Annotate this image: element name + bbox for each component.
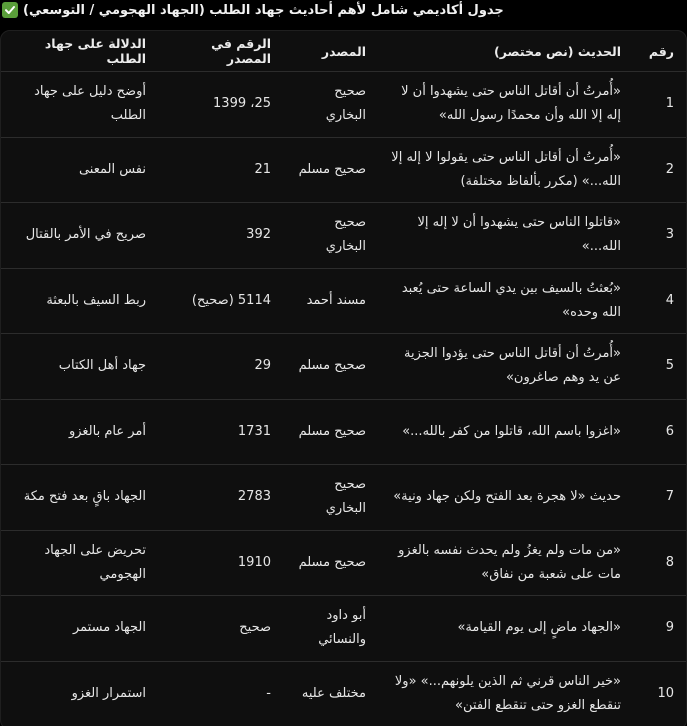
row-hadith: «أُمرتُ أن أقاتل الناس حتى يقولوا لا إله إلا الله...» (مكرر بألفاظ مختلفة) xyxy=(376,137,631,203)
table-row xyxy=(1,399,687,465)
row-source: مسند أحمد xyxy=(281,268,376,334)
row-number: 2783 xyxy=(156,465,281,531)
row-meaning: الجهاد مستمر xyxy=(1,596,156,662)
table-row xyxy=(1,203,687,269)
row-source: صحيح مسلم xyxy=(281,399,376,465)
table-row xyxy=(1,268,687,334)
header-number: الرقم في المصدر xyxy=(156,31,281,72)
table-header-row xyxy=(1,31,687,72)
table-row xyxy=(1,72,687,138)
row-hadith: «بُعثتُ بالسيف بين يدي الساعة حتى يُعبد الله وحده» xyxy=(376,268,631,334)
header-hadith: الحديث (نص مختصر) xyxy=(376,31,631,72)
row-number: 21 xyxy=(156,137,281,203)
row-source: صحيح البخاري xyxy=(281,203,376,269)
row-source: مختلف عليه xyxy=(301,686,366,701)
table-row xyxy=(1,334,687,400)
row-num: 9 xyxy=(631,596,687,662)
row-number: 29 xyxy=(156,334,281,400)
row-num: 7 xyxy=(631,465,687,531)
table-row xyxy=(1,661,687,726)
row-meaning: استمرار الغزو xyxy=(71,686,146,701)
row-source: صحيح البخاري xyxy=(281,465,376,531)
page-title-bar xyxy=(0,0,687,24)
row-hadith: «الجهاد ماضٍ إلى يوم القيامة» xyxy=(376,596,631,662)
row-num: 5 xyxy=(631,334,687,400)
table-row xyxy=(1,137,687,203)
row-hadith: «من مات ولم يغزُ ولم يحدث نفسه بالغزو مات على شعبة من نفاق» xyxy=(376,530,631,596)
row-meaning: نفس المعنى xyxy=(1,137,156,203)
row-source: صحيح مسلم xyxy=(281,137,376,203)
check-mark-icon xyxy=(2,2,18,18)
table-row xyxy=(1,465,687,531)
row-number: - xyxy=(266,686,271,701)
row-num: 1 xyxy=(631,72,687,138)
row-num: 8 xyxy=(631,530,687,596)
row-number: 392 xyxy=(156,203,281,269)
row-hadith: «اغزوا باسم الله، قاتلوا من كفر بالله...» xyxy=(376,399,631,465)
row-hadith: «قاتلوا الناس حتى يشهدوا أن لا إله إلا الله...» xyxy=(376,203,631,269)
row-source: صحيح مسلم xyxy=(281,530,376,596)
row-num: 10 xyxy=(657,686,674,701)
row-number: 25، 1399 xyxy=(156,72,281,138)
table-row xyxy=(1,596,687,662)
header-source: المصدر xyxy=(281,31,376,72)
row-meaning: أمر عام بالغزو xyxy=(1,399,156,465)
row-num: 6 xyxy=(631,399,687,465)
row-meaning: صريح في الأمر بالقتال xyxy=(1,203,156,269)
row-meaning: جهاد أهل الكتاب xyxy=(1,334,156,400)
row-number: 5114 (صحيح) xyxy=(156,268,281,334)
hadith-table xyxy=(1,31,687,726)
row-num: 2 xyxy=(631,137,687,203)
header-num: رقم xyxy=(631,31,687,72)
row-hadith: «أُمرتُ أن أقاتل الناس حتى يشهدوا أن لا إله إلا الله وأن محمدًا رسول الله» xyxy=(376,72,631,138)
row-hadith: «خير الناس قرني ثم الذين يلونهم...» «ولا تنقطع الغزو حتى تنقطع الفتن» xyxy=(394,674,621,713)
row-source: صحيح البخاري xyxy=(281,72,376,138)
row-source: أبو داود والنسائي xyxy=(281,596,376,662)
row-meaning: ربط السيف بالبعثة xyxy=(1,268,156,334)
row-hadith: «أُمرتُ أن أقاتل الناس حتى يؤدوا الجزية عن يد وهم صاغرون» xyxy=(376,334,631,400)
row-number: 1910 xyxy=(156,530,281,596)
row-meaning: أوضح دليل على جهاد الطلب xyxy=(1,72,156,138)
hadith-table-container xyxy=(0,30,687,726)
page-title: جدول أكاديمي شامل لأهم أحاديث جهاد الطلب (الجهاد الهجومي / التوسعي) xyxy=(23,2,504,18)
row-num: 3 xyxy=(631,203,687,269)
row-source: صحيح مسلم xyxy=(281,334,376,400)
row-number: صحيح xyxy=(156,596,281,662)
row-num: 4 xyxy=(631,268,687,334)
row-number: 1731 xyxy=(156,399,281,465)
row-meaning: الجهاد باقٍ بعد فتح مكة xyxy=(1,465,156,531)
table-row xyxy=(1,530,687,596)
row-meaning: تحريض على الجهاد الهجومي xyxy=(1,530,156,596)
row-hadith: حديث «لا هجرة بعد الفتح ولكن جهاد ونية» xyxy=(376,465,631,531)
header-meaning: الدلالة على جهاد الطلب xyxy=(1,31,156,72)
